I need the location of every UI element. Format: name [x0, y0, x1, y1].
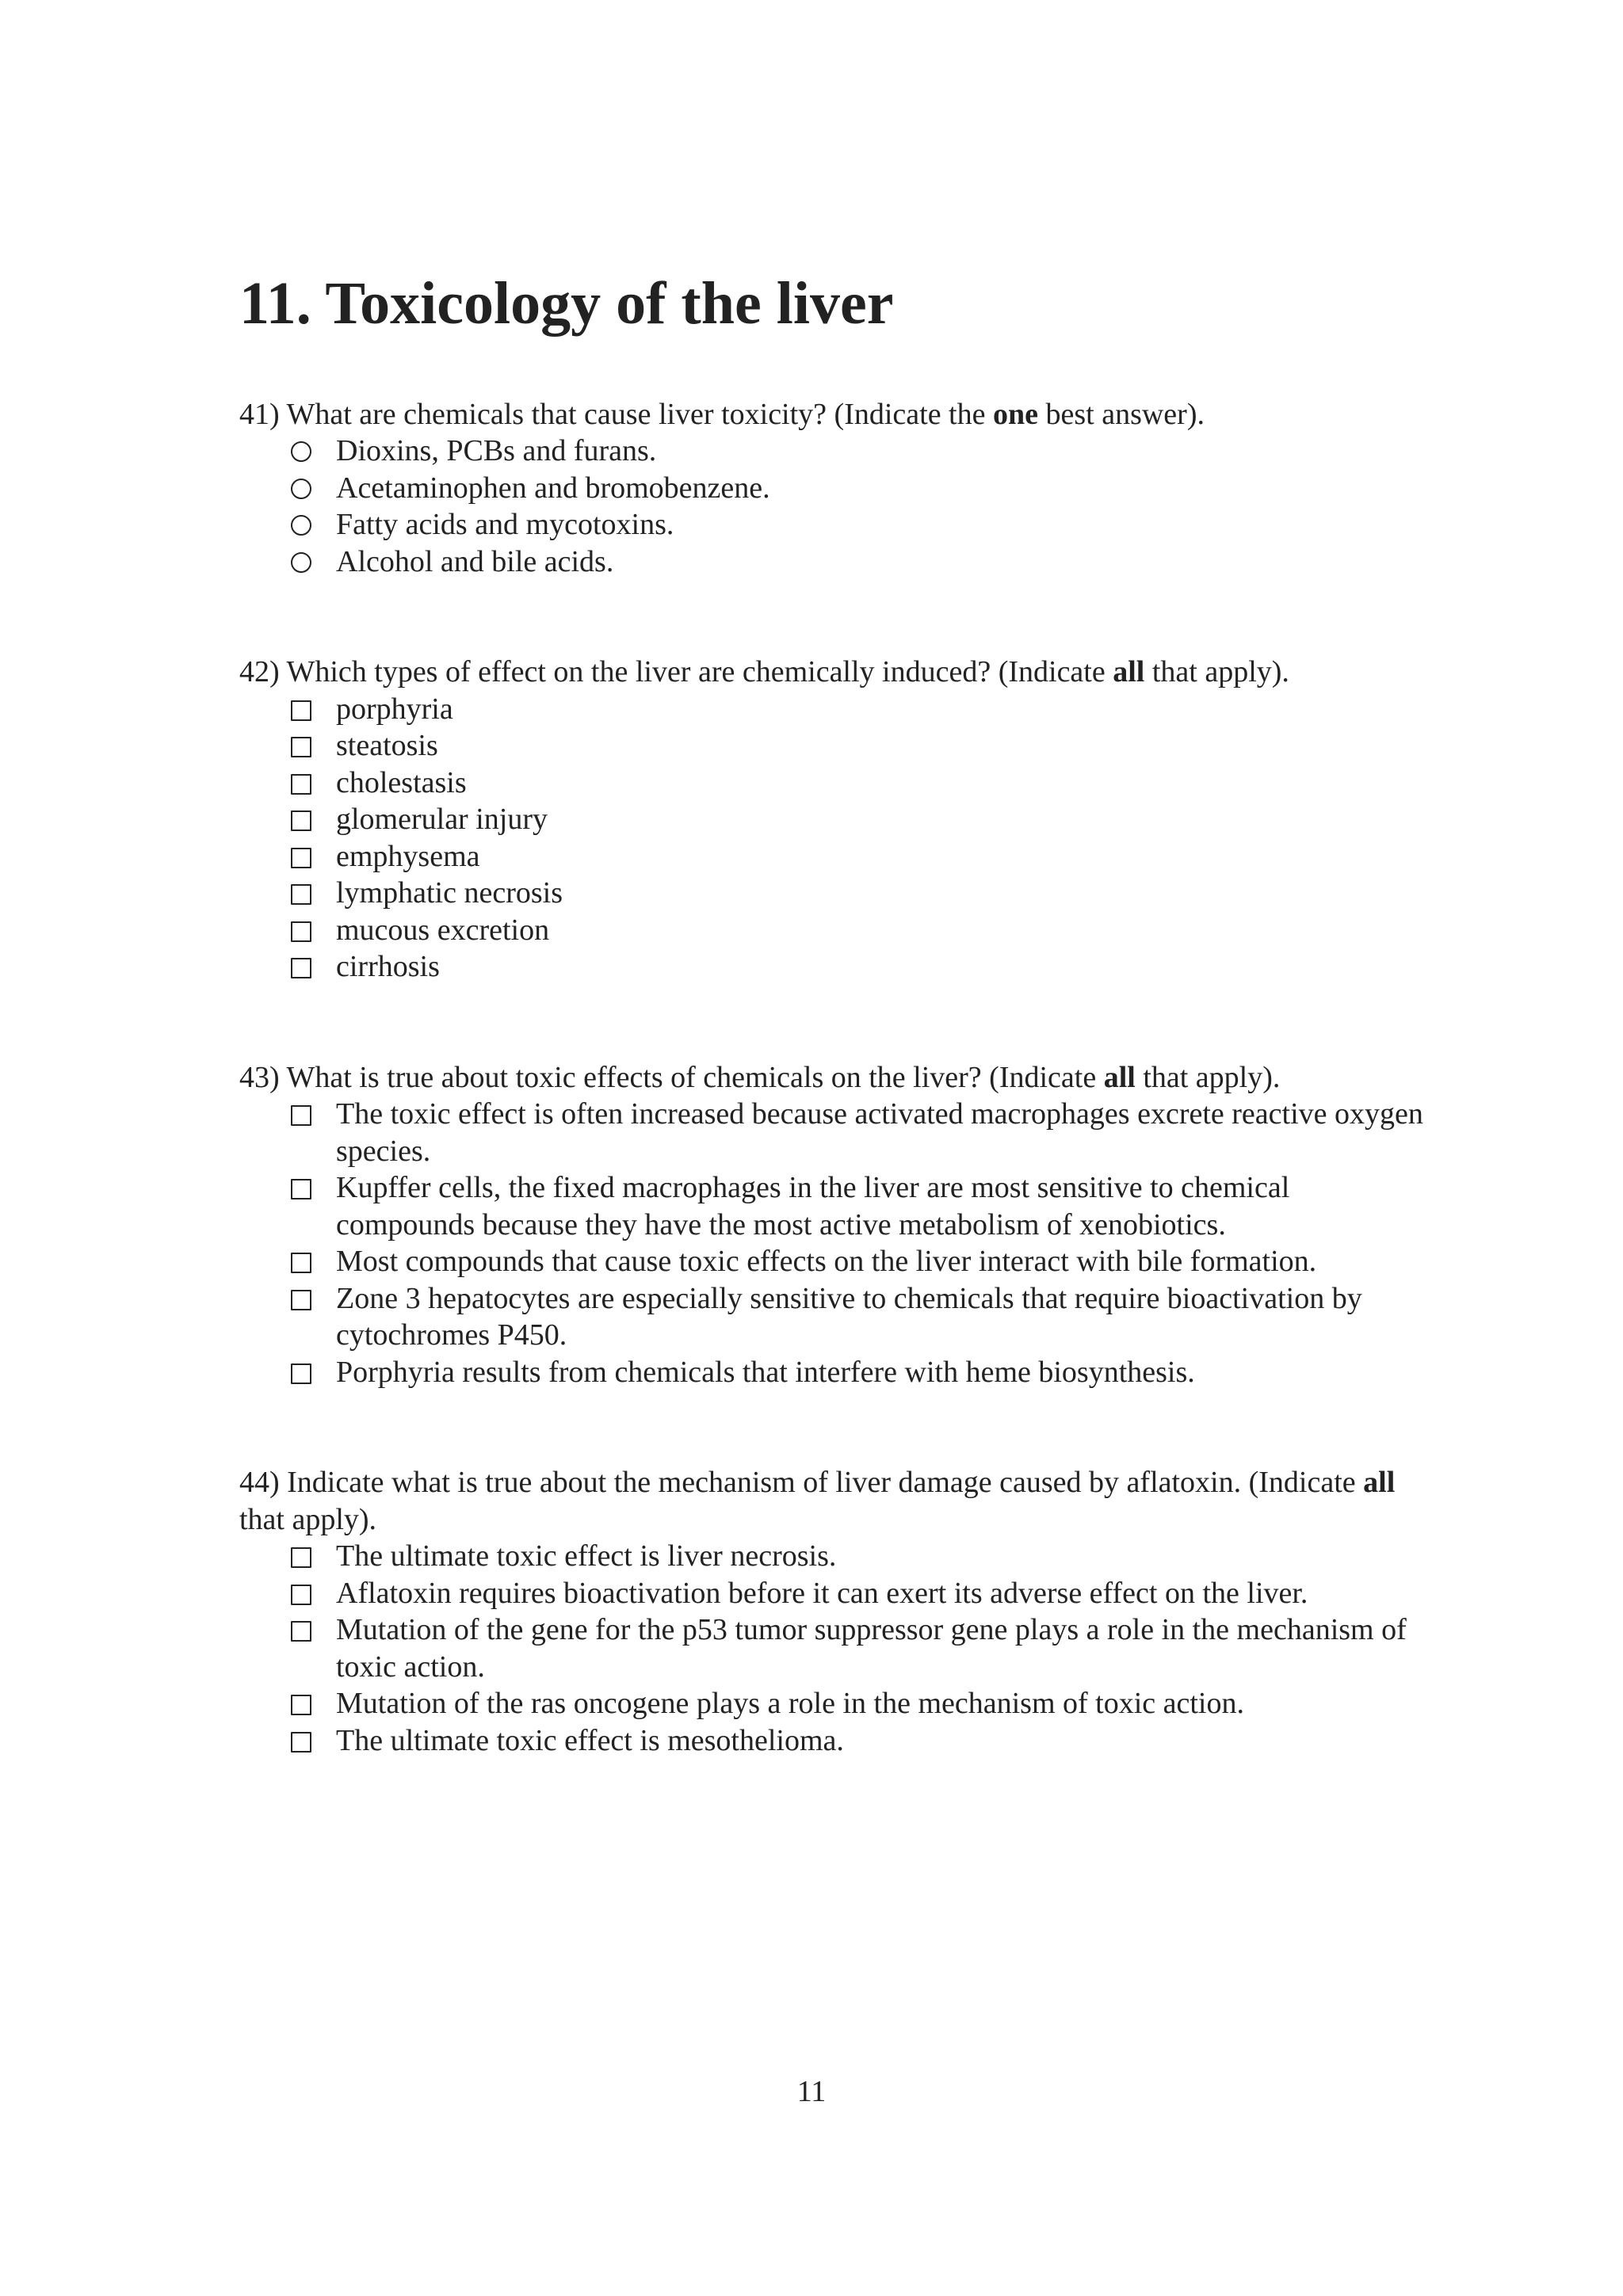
option-list [239, 433, 1428, 580]
option-label: Mutation of the gene for the p53 tumor suppressor gene plays a role in the mechanism of toxic action. [336, 1613, 1407, 1684]
question-prefix: 43) What is true about toxic effects of chemicals on the liver? (Indicate [239, 1060, 1104, 1094]
question-text [239, 1059, 1428, 1097]
option-item[interactable] [239, 1169, 1428, 1243]
option-label: Acetaminophen and bromobenzene. [336, 471, 770, 505]
question-text [239, 1464, 1428, 1538]
option-label: The ultimate toxic effect is liver necrosis. [336, 1539, 837, 1573]
question-text [239, 396, 1428, 433]
question-emphasis: one [992, 397, 1038, 431]
option-label: Fatty acids and mycotoxins. [336, 508, 674, 541]
checkbox[interactable] [291, 774, 311, 795]
option-item[interactable] [239, 506, 1428, 543]
option-list [239, 691, 1428, 986]
question-suffix: that apply). [1135, 1060, 1281, 1094]
document-page [239, 270, 1428, 1759]
question-text [239, 654, 1428, 691]
option-label: emphysema [336, 839, 480, 873]
checkbox[interactable] [291, 1732, 311, 1753]
option-item[interactable] [239, 1611, 1428, 1685]
option-label: steatosis [336, 729, 438, 762]
question-prefix: 44) Indicate what is true about the mechanism of liver damage caused by aflatoxin. (Indicate [239, 1466, 1364, 1499]
checkbox[interactable] [291, 958, 311, 978]
question-42 [239, 654, 1428, 986]
checkbox[interactable] [291, 1363, 311, 1384]
checkbox[interactable] [291, 1253, 311, 1273]
option-item[interactable] [239, 1096, 1428, 1169]
option-label: porphyria [336, 692, 453, 726]
option-label: Porphyria results from chemicals that interfere with heme biosynthesis. [336, 1355, 1195, 1389]
radio-button[interactable] [291, 441, 311, 462]
checkbox[interactable] [291, 737, 311, 757]
question-43 [239, 1059, 1428, 1391]
option-item[interactable] [239, 1538, 1428, 1575]
checkbox[interactable] [291, 1547, 311, 1568]
option-label: Aflatoxin requires bioactivation before it can exert its adverse effect on the liver. [336, 1576, 1308, 1610]
checkbox[interactable] [291, 884, 311, 905]
option-item[interactable] [239, 801, 1428, 838]
checkbox[interactable] [291, 810, 311, 831]
option-label: mucous excretion [336, 913, 550, 947]
radio-button[interactable] [291, 552, 311, 573]
option-label: Most compounds that cause toxic effects on the liver interact with bile formation. [336, 1245, 1317, 1278]
checkbox[interactable] [291, 1179, 311, 1199]
option-label: glomerular injury [336, 803, 548, 836]
option-item[interactable] [239, 1685, 1428, 1722]
option-label: lymphatic necrosis [336, 876, 563, 910]
question-suffix: that apply). [239, 1502, 377, 1536]
option-item[interactable] [239, 875, 1428, 912]
option-item[interactable] [239, 765, 1428, 802]
checkbox[interactable] [291, 1105, 311, 1126]
option-label: cirrhosis [336, 950, 440, 983]
option-label: Kupffer cells, the fixed macrophages in the liver are most sensitive to chemical compounds because they have the most active metabolism of xenobiotics. [336, 1171, 1290, 1241]
option-item[interactable] [239, 1243, 1428, 1280]
question-emphasis: all [1113, 655, 1145, 688]
option-list [239, 1096, 1428, 1390]
checkbox[interactable] [291, 1290, 311, 1310]
option-label: Mutation of the ras oncogene plays a role in the mechanism of toxic action. [336, 1687, 1244, 1720]
checkbox[interactable] [291, 921, 311, 942]
page-number: 11 [796, 2075, 827, 2108]
option-label: The ultimate toxic effect is mesothelioma. [336, 1723, 844, 1757]
checkbox[interactable] [291, 1621, 311, 1642]
option-item[interactable] [239, 727, 1428, 765]
question-41 [239, 396, 1428, 581]
option-item[interactable] [239, 691, 1428, 728]
section-title: 11. Toxicology of the liver [239, 270, 894, 337]
option-item[interactable] [239, 948, 1428, 986]
question-emphasis: all [1103, 1060, 1136, 1094]
option-item[interactable] [239, 1575, 1428, 1612]
checkbox[interactable] [291, 700, 311, 721]
option-label: cholestasis [336, 765, 467, 799]
option-label: The toxic effect is often increased because activated macrophages excrete reactive oxygen species. [336, 1097, 1423, 1168]
option-item[interactable] [239, 838, 1428, 875]
option-label: Alcohol and bile acids. [336, 544, 614, 578]
option-item[interactable] [239, 470, 1428, 507]
option-label: Zone 3 hepatocytes are especially sensitive to chemicals that require bioactivation by cytochromes P450. [336, 1281, 1362, 1352]
option-item[interactable] [239, 912, 1428, 949]
option-item[interactable] [239, 1280, 1428, 1354]
checkbox[interactable] [291, 1585, 311, 1605]
question-suffix: that apply). [1144, 655, 1289, 688]
radio-button[interactable] [291, 515, 311, 536]
option-item[interactable] [239, 433, 1428, 470]
checkbox[interactable] [291, 1695, 311, 1715]
question-prefix: 42) Which types of effect on the liver are chemically induced? (Indicate [239, 655, 1113, 688]
question-emphasis: all [1363, 1466, 1396, 1499]
question-prefix: 41) What are chemicals that cause liver toxicity? (Indicate the [239, 397, 993, 431]
question-suffix: best answer). [1037, 397, 1205, 431]
radio-button[interactable] [291, 479, 311, 499]
option-list [239, 1538, 1428, 1759]
option-item[interactable] [239, 1354, 1428, 1391]
option-item[interactable] [239, 543, 1428, 581]
question-44 [239, 1464, 1428, 1759]
option-label: Dioxins, PCBs and furans. [336, 434, 657, 467]
checkbox[interactable] [291, 848, 311, 868]
option-item[interactable] [239, 1722, 1428, 1760]
